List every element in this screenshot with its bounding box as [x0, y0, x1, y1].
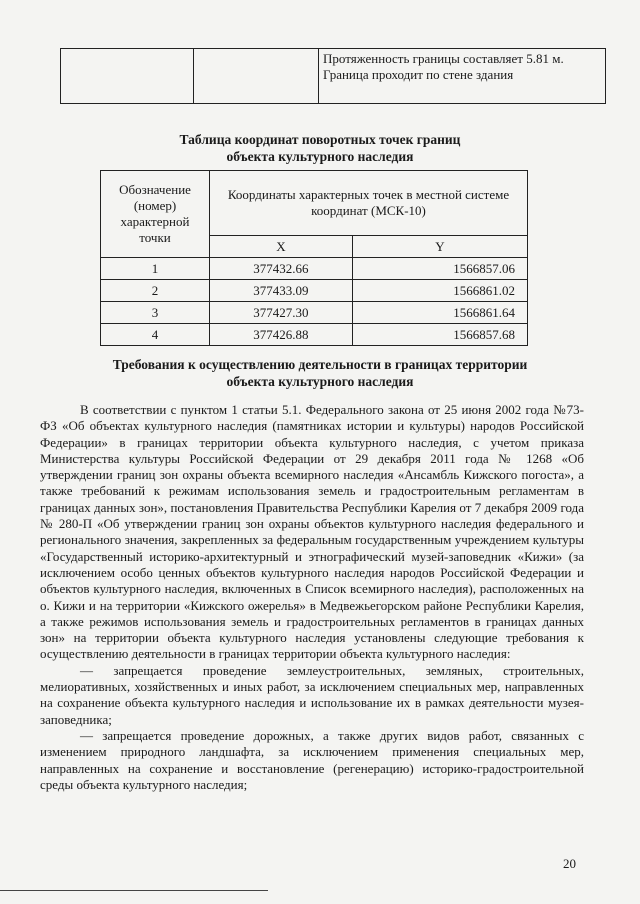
coordinates-table — [100, 170, 528, 346]
x-value: 377433.09 — [210, 280, 353, 302]
body-text — [40, 402, 584, 793]
requirements-title-line1: Требования к осуществлению деятельности в границах территории — [112, 357, 528, 372]
requirements-title — [0, 356, 640, 390]
point-number: 4 — [101, 324, 210, 346]
table-row — [101, 302, 528, 324]
coordinates-title-line1: Таблица координат поворотных точек границ — [179, 132, 461, 147]
x-value: 377426.88 — [210, 324, 353, 346]
header-coordinates: Координаты характерных точек в местной системе координат (МСК-10) — [210, 171, 528, 236]
top-table — [60, 48, 606, 104]
coordinates-title — [0, 131, 640, 165]
table-row — [101, 324, 528, 346]
paragraph-item-2: — запрещается проведение дорожных, а также других видов работ, связанных с изменением природного ландшафта, за исключением применения специальных мер, направленных на сохранение и восстановление (регенерацию) историко-градостроительной среды объекта культурного наследия; — [40, 727, 584, 792]
paragraph-intro: В соответствии с пунктом 1 статьи 5.1. Федерального закона от 25 июня 2002 года №73-ФЗ «Об объектах культурного наследия (памятниках истории и культуры) народов Российской Федерации» в границах территории объекта культурного наследия, с учетом приказа Министерства культуры Российской Федерации от 29 декабря 2011 года № 1268 «Об утверждении границ зон охраны объекта всемирного наследия «Ансамбль Кижского погоста», а также требований к режимам использования земель и градостроительным регламентам в границах данных зон», постановления Правительства Республики Карелия от 7 декабря 2009 года № 280-П «Об утверждении границ зон охраны объектов культурного наследия федерального и регионального значения, закрепленных за федеральным государственным учреждением культуры «Государственный историко-архитектурный и этнографический музей-заповедник «Кижи» (за исключением особо ценных объектов культурного наследия народов Российской Федерации и объектов культурного наследия, включенных в Список всемирного наследия), расположенных на о. Кижи и на территории «Кижского ожерелья» в Медвежьегорском районе Республики Карелия, а также режимов использования земель и градостроительных регламентов в границах данных зон» на территории объекта культурного наследия установлены следующие требования к осуществлению деятельности в границах территории объекта культурного наследия: — [40, 402, 584, 662]
y-value: 1566857.68 — [352, 324, 527, 346]
page-number: 20 — [563, 856, 576, 871]
y-value: 1566857.06 — [352, 258, 527, 280]
requirements-title-line2: объекта культурного наследия — [226, 374, 414, 389]
y-value: 1566861.02 — [352, 280, 527, 302]
y-value: 1566861.64 — [352, 302, 527, 324]
top-table-cell-empty-2 — [194, 49, 319, 104]
point-number: 1 — [101, 258, 210, 280]
point-number: 3 — [101, 302, 210, 324]
x-value: 377427.30 — [210, 302, 353, 324]
x-value: 377432.66 — [210, 258, 353, 280]
table-row — [101, 280, 528, 302]
header-y: Y — [352, 236, 527, 258]
top-table-cell-empty-1 — [61, 49, 194, 104]
paragraph-item-1: — запрещается проведение землеустроительных, земляных, строительных, мелиоративных, хозяйственных и иных работ, за исключением специальных мер, направленных на сохранение объекта культурного наследия и использование их в рамках деятельности музея-заповедника; — [40, 662, 584, 727]
top-table-cell-text: Протяженность границы составляет 5.81 м. Граница проходит по стене здания — [319, 49, 606, 104]
coordinates-title-line2: объекта культурного наследия — [226, 149, 414, 164]
footer-rule — [0, 890, 268, 891]
header-x: X — [210, 236, 353, 258]
table-row — [101, 258, 528, 280]
point-number: 2 — [101, 280, 210, 302]
header-point: Обозначение (номер) характерной точки — [101, 171, 210, 258]
